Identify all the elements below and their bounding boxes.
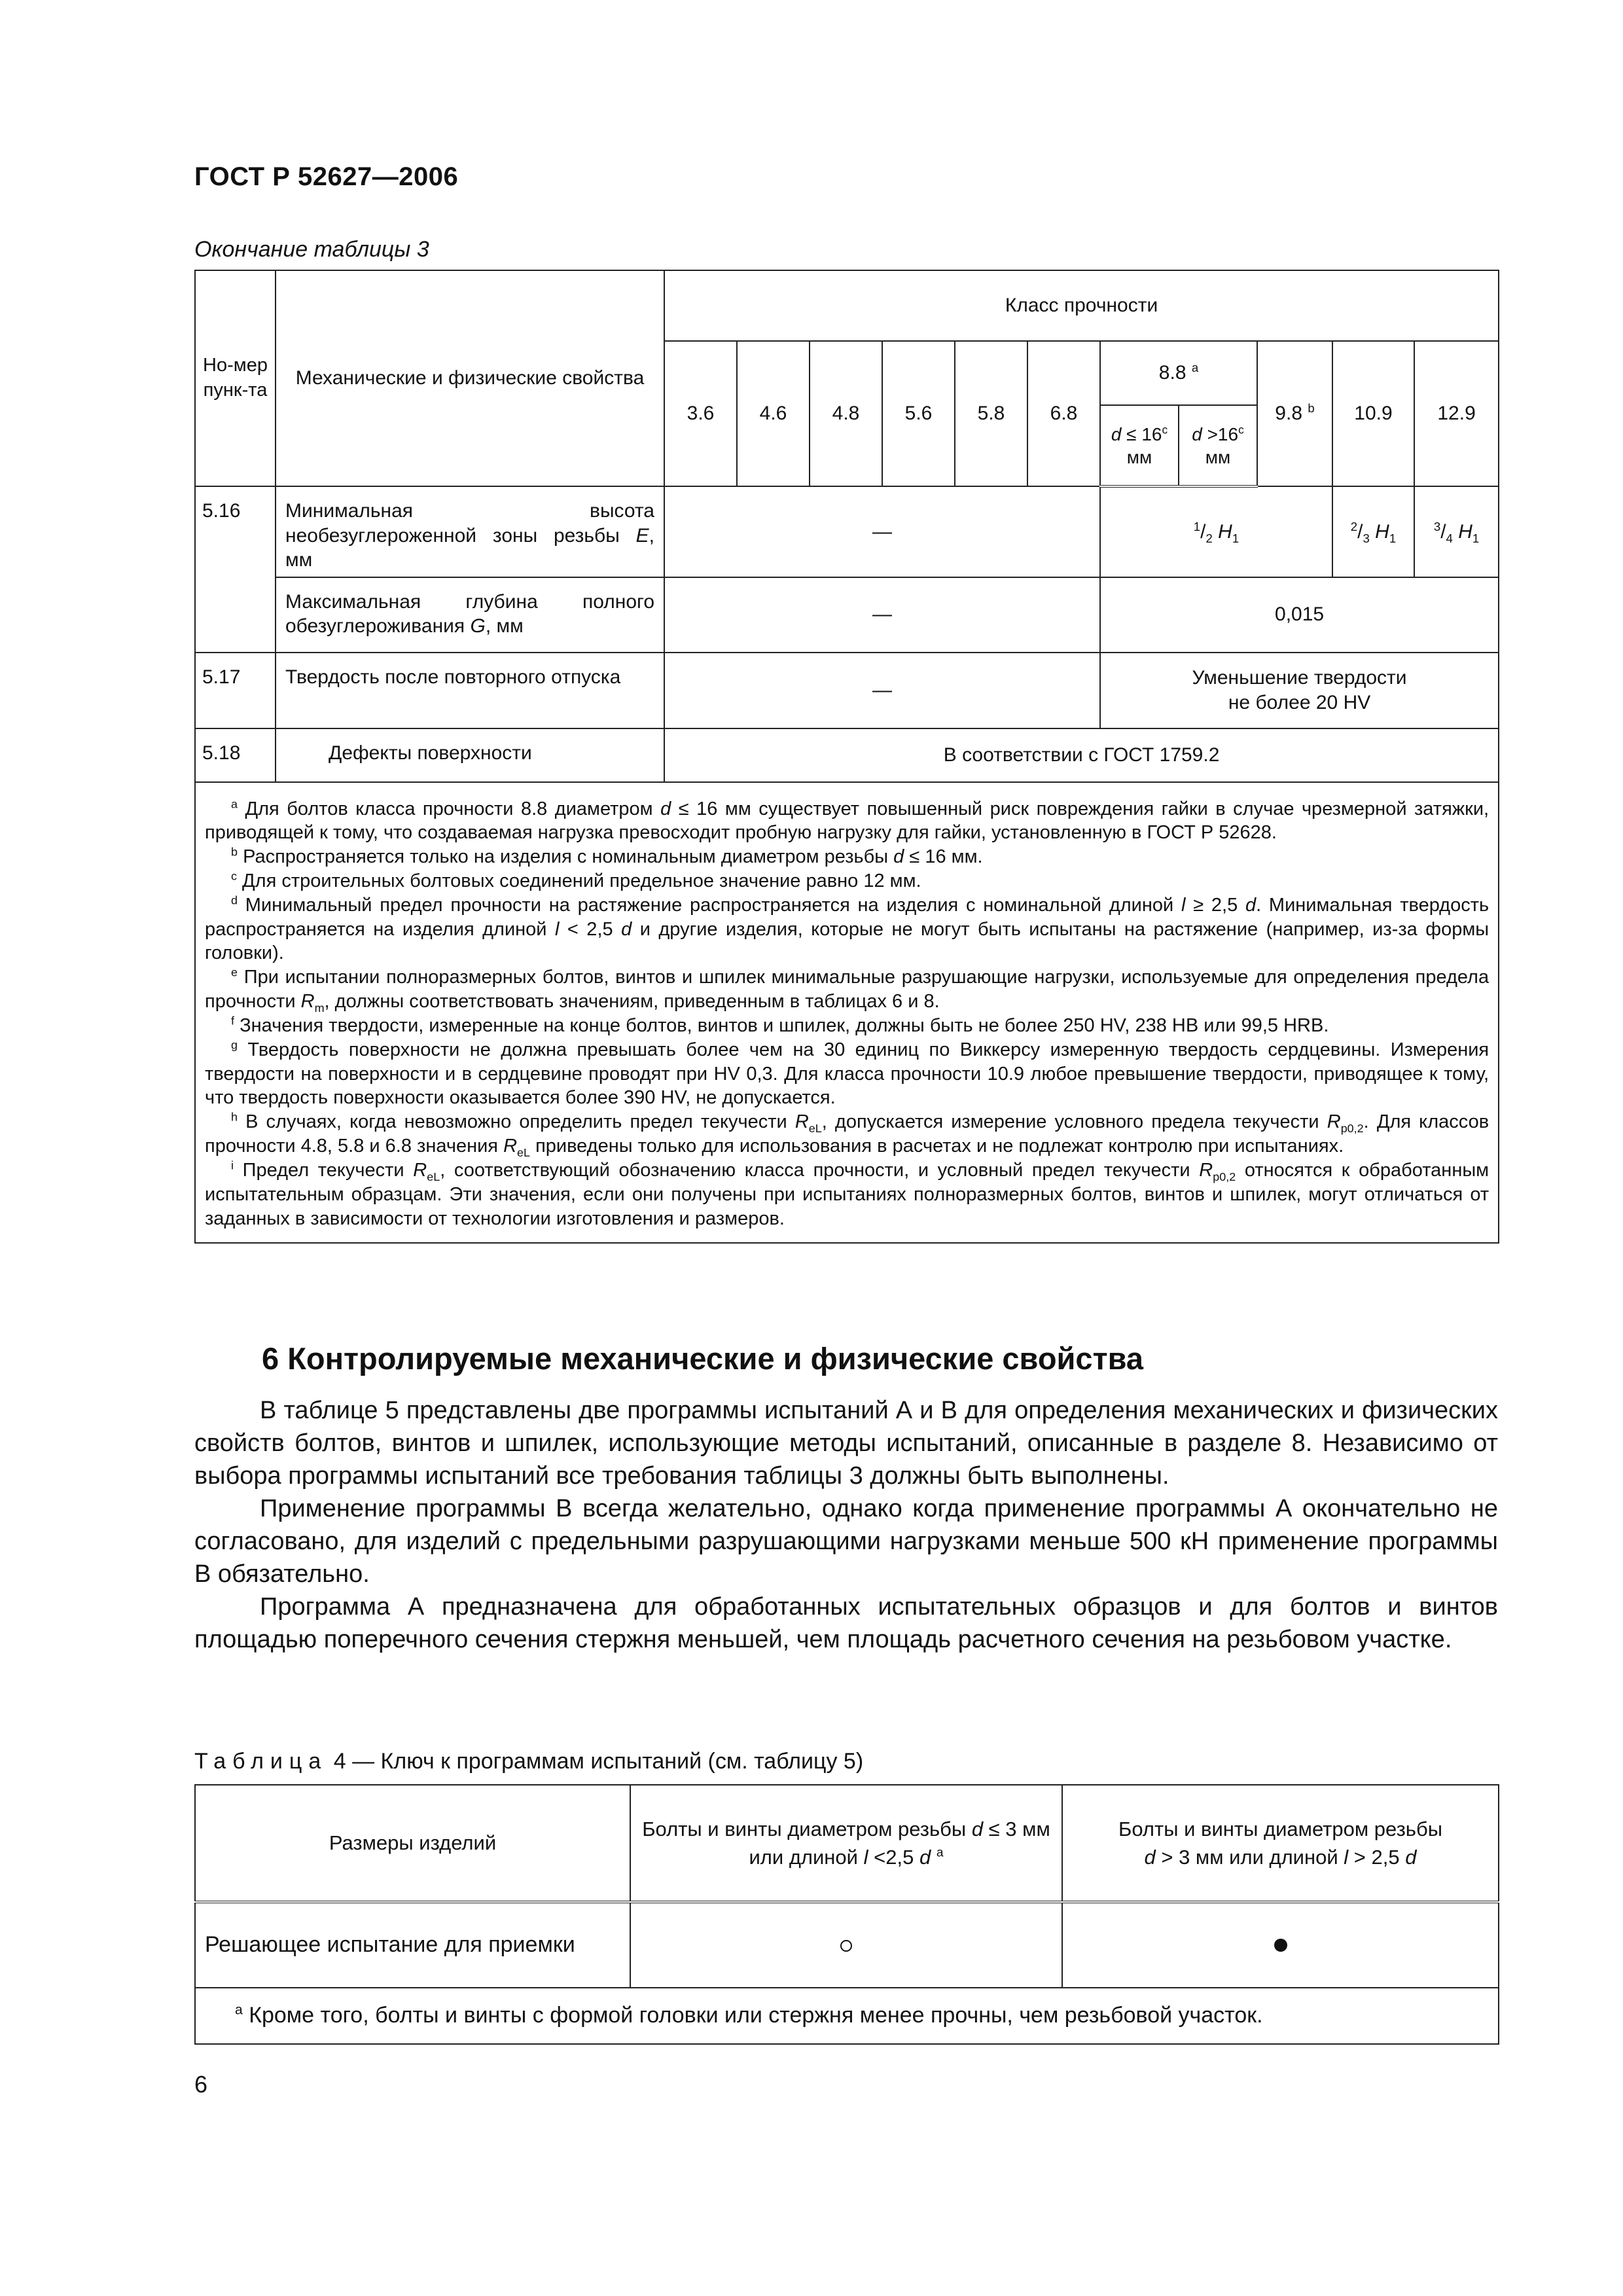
header-class-10-9: 10.9 <box>1332 341 1414 486</box>
table-row <box>195 1902 1499 1988</box>
header-class-6-8: 6.8 <box>1027 341 1100 486</box>
header-class-8-8-small: $d \le 16^c$ мм <box>1100 405 1179 486</box>
footnote-a: $^a$ Для болтов класса прочности 8.8 диаметром d ≤ 16 мм существует повышенный риск повреждения гайки в случае чрезмерной затяжки, приводящей к тому, что создаваемая нагрузка превосходит пробную нагрузку для гайки, установленную в ГОСТ Р 52628. <box>205 797 1489 844</box>
row-dash: — <box>664 577 1100 653</box>
header-class-3-6: 3.6 <box>664 341 737 486</box>
table-3 <box>194 270 1499 1244</box>
header-item-number: Но-мер пунк-та <box>195 270 276 486</box>
footnote-i: $^i$ Предел текучести $R_{eL}$, соответствующий обозначению класса прочности, и условный предел текучести $R_{p0,2}$ относятся к обработанным испытательным образцам. Эти значения, если они получены при испытаниях полноразмерных болтов, винтов и шпилек, могут отличаться от заданных в зависимости от технологии изготовления и размеров. <box>205 1158 1489 1229</box>
row-value-h1-three-quarters: $^3/_4$ $H_1$ <box>1414 486 1499 577</box>
header-class-9-8: 9.8 $^b$ <box>1257 341 1332 486</box>
page-number: 6 <box>194 2071 208 2098</box>
document-header: ГОСТ Р 52627—2006 <box>194 162 459 191</box>
row-value-h1-two-thirds: $^2/_3$ $H_1$ <box>1332 486 1414 577</box>
table-footnotes <box>195 782 1499 1244</box>
header-small-bolts: Болты и винты диаметром резьбы d ≤ 3 мм или длиной l <2,5 d $^a$ <box>630 1785 1062 1902</box>
footnote-c: $^c$ Для строительных болтовых соединений предельное значение равно 12 мм. <box>231 869 921 891</box>
row-number: 5.16 <box>195 486 276 653</box>
paragraph: Программа А предназначена для обработанных испытательных образцов и для болтов и винтов площадью поперечного сечения стержня меньшей, чем площадь расчетного сечения на резьбовом участке. <box>194 1593 1498 1653</box>
table-row <box>195 653 1499 728</box>
row-property: Максимальная глубина полного обезуглероживания G, мм <box>276 577 664 653</box>
row-value-large <box>1062 1902 1499 1988</box>
section-title: 6 Контролируемые механические и физические свойства <box>262 1341 1144 1376</box>
footnote-b: $^b$ Распространяется только на изделия с номинальным диаметром резьбы d ≤ 16 мм. <box>231 845 983 868</box>
header-class-8-8-large: $d >16^c$ мм <box>1179 405 1257 486</box>
row-property: Твердость после повторного отпуска <box>276 653 664 728</box>
row-value-h1-half: $^1/_2$ $H_1$ <box>1100 486 1332 577</box>
row-property: Дефекты поверхности <box>276 728 664 782</box>
row-value: В соответствии с ГОСТ 1759.2 <box>664 728 1499 782</box>
header-class-4-6: 4.6 <box>737 341 810 486</box>
header-class-8-8: 8.8 $^a$ <box>1100 341 1257 405</box>
paragraph: В таблице 5 представлены две программы испытаний А и В для определения механических и физических свойств болтов, винтов и шпилек, использующие методы испытаний, описанные в разделе 8. Независимо от выбора программы испытаний все требования таблицы 3 должны быть выполнены. <box>194 1397 1498 1490</box>
table-4 <box>194 1784 1499 2045</box>
row-value: 0,015 <box>1100 577 1499 653</box>
row-number: 5.17 <box>195 653 276 728</box>
row-dash: — <box>664 486 1100 577</box>
row-value: Уменьшение твердости не более 20 HV <box>1100 653 1499 728</box>
row-label: Решающее испытание для приемки <box>195 1902 630 1988</box>
footnote-d: $^d$ Минимальный предел прочности на растяжение распространяется на изделия с номинальной длиной l ≥ 2,5 d. Минимальная твердость распространяется на изделия длиной l < 2,5 d и другие изделия, которые не могут быть испытаны на растяжение (например, из-за формы головки). <box>205 893 1489 964</box>
row-value-small <box>630 1902 1062 1988</box>
table-row <box>195 577 1499 653</box>
header-class-12-9: 12.9 <box>1414 341 1499 486</box>
filled-circle-icon <box>1274 1939 1287 1952</box>
header-large-bolts: Болты и винты диаметром резьбы d > 3 мм или длиной l > 2,5 d <box>1062 1785 1499 1902</box>
header-product-size: Размеры изделий <box>195 1785 630 1902</box>
row-dash: — <box>664 653 1100 728</box>
header-strength-class: Класс прочности <box>664 270 1499 341</box>
table-continuation-caption: Окончание таблицы 3 <box>194 237 429 262</box>
header-class-5-6: 5.6 <box>882 341 955 486</box>
table-notes-row <box>195 782 1499 1244</box>
footnote-f: $^f$ Значения твердости, измеренные на конце болтов, винтов и шпилек, должны быть не более 250 HV, 238 HB или 99,5 HRB. <box>231 1014 1329 1036</box>
table-row <box>195 486 1499 577</box>
open-circle-icon <box>840 1940 852 1952</box>
row-number: 5.18 <box>195 728 276 782</box>
footnote-e: $^e$ При испытании полноразмерных болтов, винтов и шпилек минимальные разрушающие нагрузки, используемые для определения предела прочности $R_m$, должны соответствовать значениям, приведенным в таблицах 6 и 8. <box>205 965 1489 1014</box>
header-class-4-8: 4.8 <box>810 341 882 486</box>
footnote-g: $^g$ Твердость поверхности не должна превышать более чем на 30 единиц по Виккерсу измеренную твердость сердцевины. Измерения твердости на поверхности и в сердцевине проводят при HV 0,3. Для класса прочности 10.9 любое превышение твердости, приводящее к тому, что твердость поверхности оказывается более 390 HV, не допускается. <box>205 1038 1489 1109</box>
row-property: Минимальная высота необезуглероженной зоны резьбы E, мм <box>276 486 664 577</box>
paragraph: Применение программы В всегда желательно, однако когда применение программы А окончательно не согласовано, для изделий с предельными разрушающими нагрузками меньше 500 кН применение программы В обязательно. <box>194 1495 1498 1588</box>
table-4-footnote: $^a$ Кроме того, болты и винты с формой головки или стержня менее прочны, чем резьбовой участок. <box>195 1988 1499 2044</box>
table-footnote-row <box>195 1988 1499 2044</box>
header-class-5-8: 5.8 <box>955 341 1027 486</box>
section-body <box>194 1394 1498 1656</box>
footnote-h: $^h$ В случаях, когда невозможно определить предел текучести $R_{eL}$, допускается измерение условного предела текучести $R_{p0,2}$. Для классов прочности 4.8, 5.8 и 6.8 значения $R_{eL}$ приведены только для использования в расчетах и не подлежат контролю при испытаниях. <box>205 1110 1489 1159</box>
table-row <box>195 728 1499 782</box>
table-4-caption: Таблица 4 — Ключ к программам испытаний (см. таблицу 5) <box>194 1749 864 1774</box>
header-properties: Механические и физические свойства <box>276 270 664 486</box>
